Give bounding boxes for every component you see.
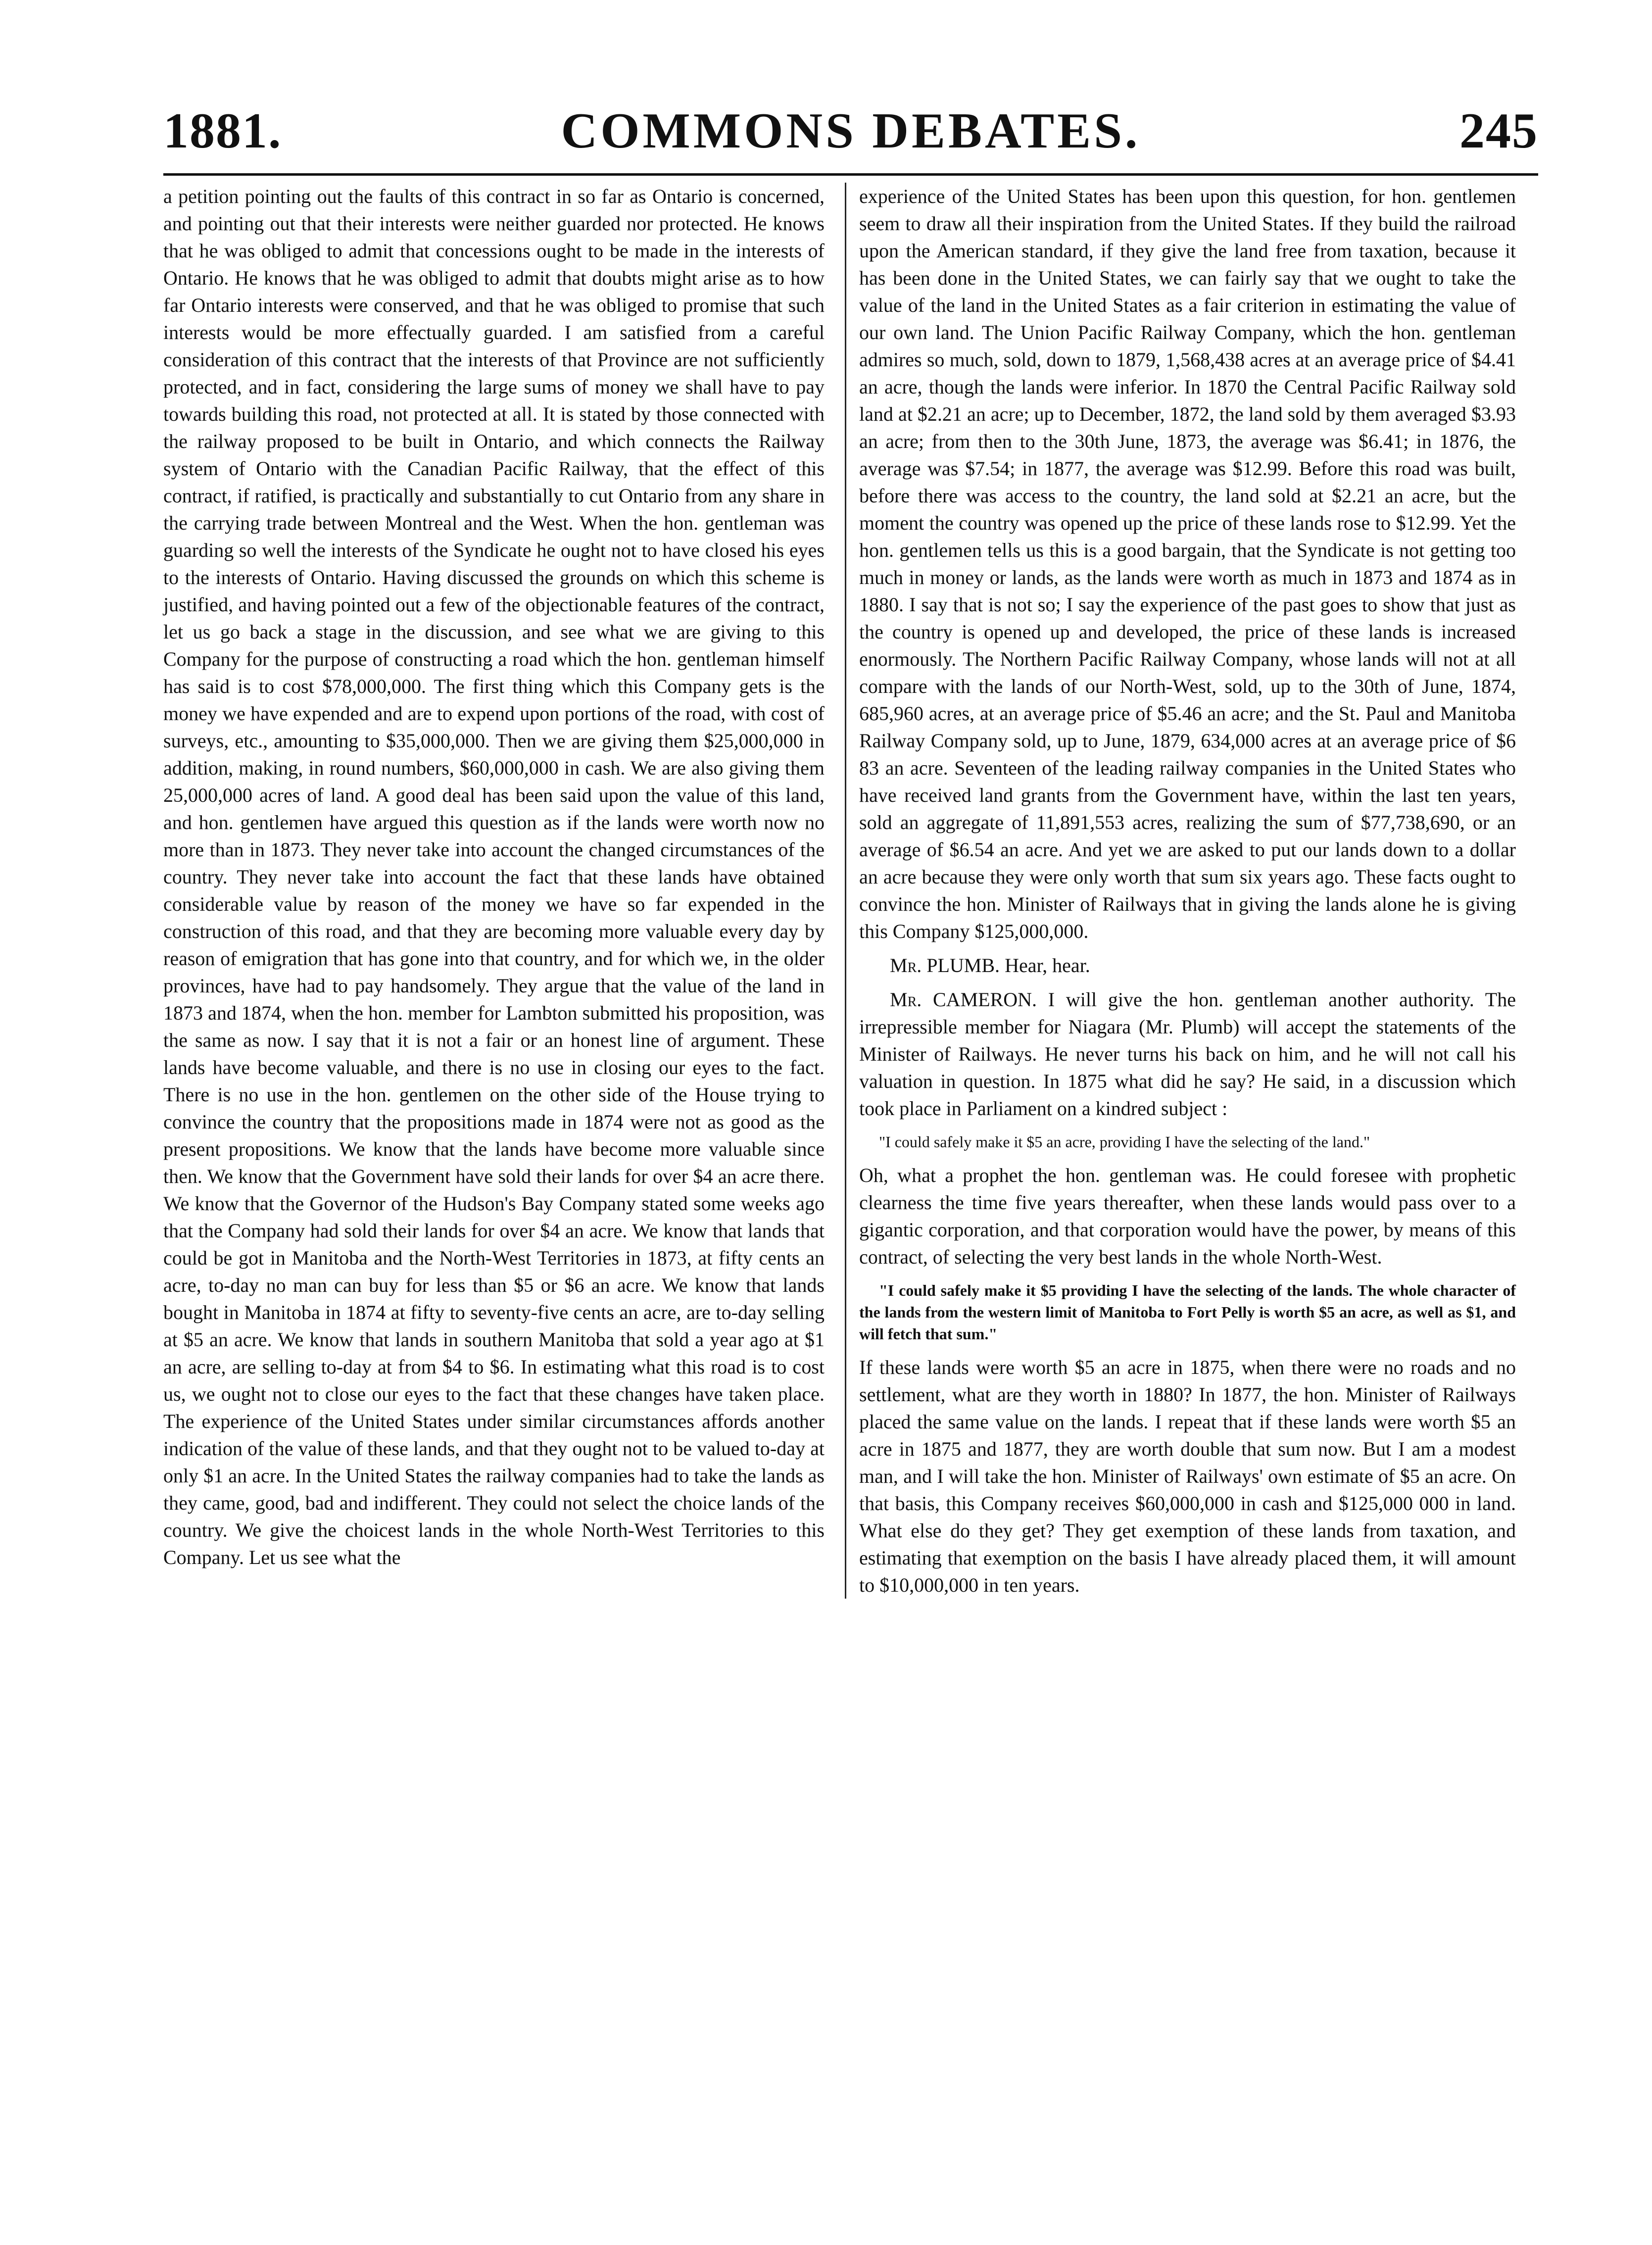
- block-quote: "I could safely make it $5 providing I have the selecting of the lands. The whole character of the lands from the western limit of Manitoba to Fort Pelly is worth $5 an acre, as well as $1, and will fetch that sum.": [859, 1281, 1516, 1343]
- speech-plumb: [859, 952, 1516, 979]
- page-header: [163, 94, 1538, 176]
- paragraph: Oh, what a prophet the hon. gentleman was. He could foresee with prophetic clearness the time five years thereafter, when these lands would pass over to a gigantic corporation, and that corporation would have the power, by means of this contract, of selecting the very best lands in the whole North-West.: [859, 1164, 1516, 1268]
- paragraph: a petition pointing out the faults of this contract in so far as Ontario is concerned, and pointing out that their interests were neither guarded nor protected. He knows that he was obliged to admit that concessions ought to be made in the interests of Ontario. He knows that he was obliged to admit that doubts might arise as to how far Ontario interests were conserved, and that he was obliged to promise that such interests would be more effectually guarded. I am satisfied from a careful consideration of this contract that the interests of that Province are not sufficiently protected, and in fact, considering the large sums of money we shall have to pay towards building this road, not protected at all. It is stated by those connected with the railway proposed to be built in Ontario, and which connects the Railway system of Ontario with the Canadian Pacific Railway, that the effect of this contract, if ratified, is practically and substantially to cut Ontario from any share in the carrying trade between Montreal and the West. When the hon. gentleman was guarding so well the interests of the Syndicate he ought not to have closed his eyes to the interests of Ontario. Having discussed the grounds on which this scheme is justified, and having pointed out a few of the objectionable features of the contract, let us go back a stage in the discussion, and see what we are giving to this Company for the purpose of constructing a road which the hon. gentleman himself has said is to cost $78,000,000. The first thing which this Company gets is the money we have expended and are to expend upon portions of the road, with cost of surveys, etc., amounting to $35,000,000. Then we are giving them $25,000,000 in addition, making, in round numbers, $60,000,000 in cash. We are also giving them 25,000,000 acres of land. A good deal has been said upon the value of this land, and hon. gentlemen have argued this question as if the lands were worth now no more than in 1873. They never take into account the changed circumstances of the country. They never take into account the fact that these lands have obtained considerable value by reason of the money we have so far expended in the construction of this road, and that they are becoming more valuable every day by reason of emigration that has gone into that country, and for which we, in the older provinces, have had to pay handsomely. They argue that the value of the land in 1873 and 1874, when the hon. member for Lambton submitted his proposition, was the same as now. I say that it is not a fair or an honest line of argument. These lands have become valuable, and there is no use in closing our eyes to the fact. There is no use in the hon. gentlemen on the other side of the House trying to convince the country that the propositions made in 1874 were not as good as the present propositions. We know that the lands have become more valuable since then. We know that the Government have sold their lands for over $4 an acre there. We know that the Governor of the Hudson's Bay Company stated some weeks ago that the Company had sold their lands for over $4 an acre. We know that lands that could be got in Manitoba and the North-West Territories in 1873, at fifty cents an acre, to-day no man can buy for less than $5 or $6 an acre. We know that lands bought in Manitoba in 1874 at fifty to seventy-five cents an acre, are to-day selling at $5 an acre. We know that lands in southern Manitoba that sold a year ago at $1 an acre, are selling to-day at from $4 to $6. In estimating what this road is to cost us, we ought not to close our eyes to the fact that these changes have taken place. The experience of the United States under similar circumstances affords another indication of the value of these lands, and that they ought not to be valued to-day at only $1 an acre. In the United States the railway companies had to take the lands as they came, good, bad and indifferent. They could not select the choice lands of the country. We give the choicest lands in the whole North-West Territories to this Company. Let us see what the: [163, 185, 825, 1568]
- right-column: [845, 183, 1516, 1599]
- speaker-name: Mr. PLUMB.: [890, 954, 1000, 976]
- block-quote: "I could safely make it $5 an acre, providing I have the selecting of the land.": [879, 1133, 1370, 1151]
- speech-cameron: [859, 986, 1516, 1122]
- speech-text: I will give the hon. gentleman another authority. The irrepressible member for Niagara (Mr. Plumb) will accept the statements of the Minister of Railways. He never turns his back on him, and he will not call his valuation in question. In 1875 what did he say? He said, in a discussion which took place in Parliament on a kindred subject :: [859, 988, 1516, 1120]
- text-columns: [163, 183, 1538, 1599]
- speech-text: Hear, hear.: [1000, 954, 1090, 976]
- paragraph: If these lands were worth $5 an acre in 1875, when there were no roads and no settlement, what are they worth in 1880? In 1877, the hon. Minister of Railways placed the same value on the lands. I repeat that if these lands were worth $5 an acre in 1875 and 1877, they are worth double that sum now. But I am a modest man, and I will take the hon. Minister of Railways' own estimate of $5 an acre. On that basis, this Company receives $60,000,000 in cash and $125,000 000 in land. What else do they get? They get exemption of these lands from taxation, and estimating that exemption on the basis I have already placed them, it will amount to $10,000,000 in ten years.: [859, 1356, 1516, 1596]
- year: 1881.: [163, 103, 282, 159]
- page-number: 245: [1459, 103, 1538, 159]
- speaker-name: Mr. CAMERON.: [890, 988, 1037, 1011]
- paragraph: experience of the United States has been upon this question, for hon. gentlemen seem to draw all their inspiration from the United States. If they build the railroad upon the American standard, if they give the land free from taxation, because it has been done in the United States, we can fairly say that we ought to take the value of the land in the United States as a fair criterion in estimating the value of our own land. The Union Pacific Railway Company, which the hon. gentleman admires so much, sold, down to 1879, 1,568,438 acres at an average price of $4.41 an acre, though the lands were inferior. In 1870 the Central Pacific Railway sold land at $2.21 an acre; up to December, 1872, the land sold by them averaged $3.93 an acre; from then to the 30th June, 1873, the average was $6.41; in 1876, the average was $7.54; in 1877, the average was $12.99. Before this road was built, before there was access to the country, the land sold at $2.21 an acre, but the moment the country was opened up the price of these lands rose to $12.99. Yet the hon. gentlemen tells us this is a good bargain, that the Syndicate is not getting too much in money or lands, as the lands were worth as much in 1873 and 1874 as in 1880. I say that is not so; I say the experience of the past goes to show that just as the country is opened up and developed, the price of these lands is increased enormously. The Northern Pacific Railway Company, whose lands will not at all compare with the lands of our North-West, sold, up to the 30th of June, 1874, 685,960 acres, at an average price of $5.46 an acre; and the St. Paul and Manitoba Railway Company sold, up to June, 1879, 634,000 acres at an average price of $6 83 an acre. Seventeen of the leading railway companies in the United States who have received land grants from the Government have, within the last ten years, sold an aggregate of 11,891,553 acres, realizing the sum of $77,738,690, or an average of $6.54 an acre. And yet we are asked to put our lands down to a dollar an acre because they were only worth that sum six years ago. These facts ought to convince the hon. Minister of Railways that in giving the lands alone he is giving this Company $125,000,000.: [859, 185, 1516, 942]
- publication-title: COMMONS DEBATES.: [561, 103, 1141, 159]
- left-column: [163, 183, 834, 1599]
